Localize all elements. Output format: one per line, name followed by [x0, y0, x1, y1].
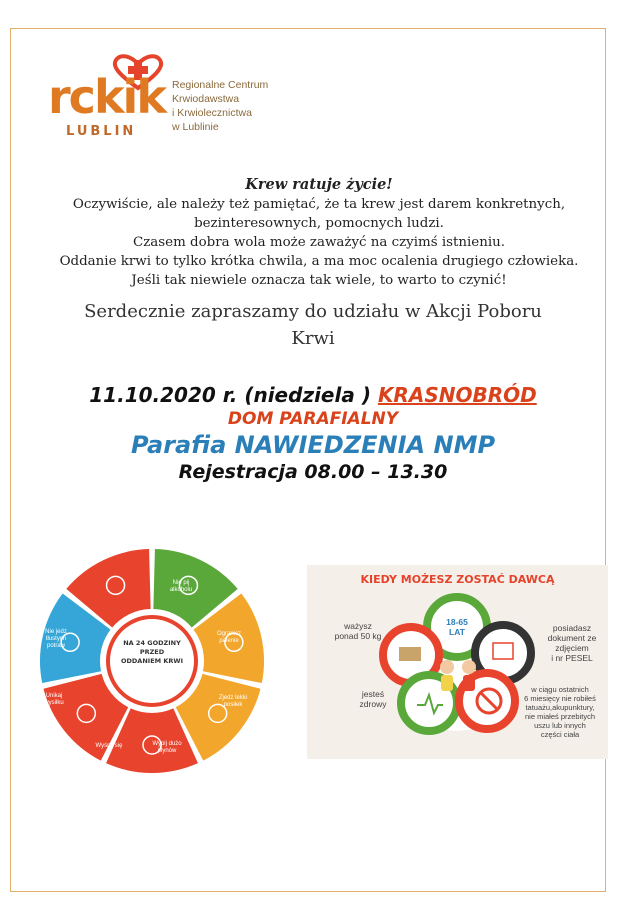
tattoo-label [514, 685, 606, 739]
intro-line: Czasem dobra wola może zaważyć na czyimś istnieniu. [132, 235, 506, 250]
man-donor-icon [462, 660, 476, 674]
tattoo-line: w ciągu ostatnich [531, 685, 589, 694]
wheel-center-line: NA 24 GODZINY [123, 639, 181, 647]
wheel-segment-label: Unikaj wysiłku [44, 693, 64, 706]
intro-line: Oddanie krwi to tylko krótka chwila, a ma moc ocalenia drugiego człowieka. [59, 254, 579, 269]
headline: Krew ratuje życie! [245, 176, 393, 193]
infographic-title: KIEDY MOŻESZ ZOSTAĆ DAWCĄ [360, 573, 555, 586]
logo-name-line: w Lublinie [172, 121, 219, 133]
wheel-segment-label: Ogranicz palenie [216, 631, 241, 644]
wheel-segment-label: Nie jedz tłustych potraw [45, 629, 67, 649]
healthy-line: zdrowy [359, 699, 387, 709]
wheel-center-line: PRZED [139, 648, 165, 656]
wheel-segment-label: Wypij dużo płynów [152, 741, 182, 754]
event-date: 11.10.2020 r. (niedziela ) [89, 383, 371, 407]
wheel-center-line: ODDANIEM KRWI [120, 657, 183, 665]
intro-line: Oczywiście, ale należy też pamiętać, że ta krew jest darem konkretnych, [72, 197, 566, 212]
intro-line: Jeśli tak niewiele oznacza tak wiele, to warto to czynić! [131, 273, 507, 288]
document-line: i nr PESEL [551, 653, 593, 663]
logo-city: LUBLIN [66, 124, 137, 139]
scale-icon [399, 647, 421, 661]
donor-requirements-infographic [307, 565, 608, 759]
intro-text [20, 175, 618, 290]
invitation [14, 298, 612, 352]
document-line: zdjęciem [555, 643, 589, 653]
woman-donor-icon [440, 660, 454, 674]
event-date-line [14, 383, 612, 407]
event-place: DOM PARAFIALNY [227, 409, 399, 429]
event-parish: Parafia NAWIEDZENIA NMP [130, 431, 496, 459]
age-label [445, 617, 469, 637]
invitation-line: Serdecznie zapraszamy do udziału w Akcji Poboru [84, 301, 542, 322]
document-line: dokument ze [547, 633, 597, 643]
tattoo-line: 6 miesięcy nie robiłeś [524, 694, 596, 703]
healthy-line: jesteś [361, 689, 385, 699]
healthy-label [351, 689, 395, 709]
event-registration: Rejestracja 08.00 – 13.30 [178, 461, 448, 483]
logo-name-line: i Krwiolecznictwa [172, 107, 252, 119]
document-line: posiadasz [552, 623, 592, 633]
tattoo-line: części ciała [540, 730, 580, 739]
tattoo-line: tatuażu,akupunktury, [525, 703, 595, 712]
event-city: KRASNOBRÓD [377, 383, 537, 407]
weight-line: ważysz [344, 621, 372, 631]
age-range: 18-65 [446, 617, 468, 627]
event-details [14, 383, 612, 483]
weight-line: ponad 50 kg [334, 631, 382, 641]
wheel-segment-label: Zjedz lekki posiłek [218, 695, 248, 708]
intro-line: bezinteresownych, pomocnych ludzi. [194, 216, 444, 231]
wheel-center-label [112, 639, 192, 666]
logo-name-line: Regionalne Centrum [172, 79, 269, 91]
tattoo-line: nie miałeś przebitych [524, 712, 596, 721]
id-card-icon [493, 643, 513, 659]
logo-wordmark: rckik [48, 70, 165, 124]
logo-name-line: Krwiodawstwa [172, 93, 240, 105]
preparation-wheel [32, 543, 272, 778]
rckik-logo [48, 52, 278, 142]
wheel-segment-label: Nie pij alkoholu [169, 580, 193, 593]
document-label [543, 623, 601, 663]
age-unit: LAT [449, 627, 465, 637]
tattoo-line: uszu lub innych [534, 721, 586, 730]
weight-label [329, 621, 387, 641]
invitation-line: Krwi [291, 328, 335, 349]
logo-institution-name [172, 78, 268, 134]
wheel-segment-label: Wyśpij się [95, 743, 123, 749]
